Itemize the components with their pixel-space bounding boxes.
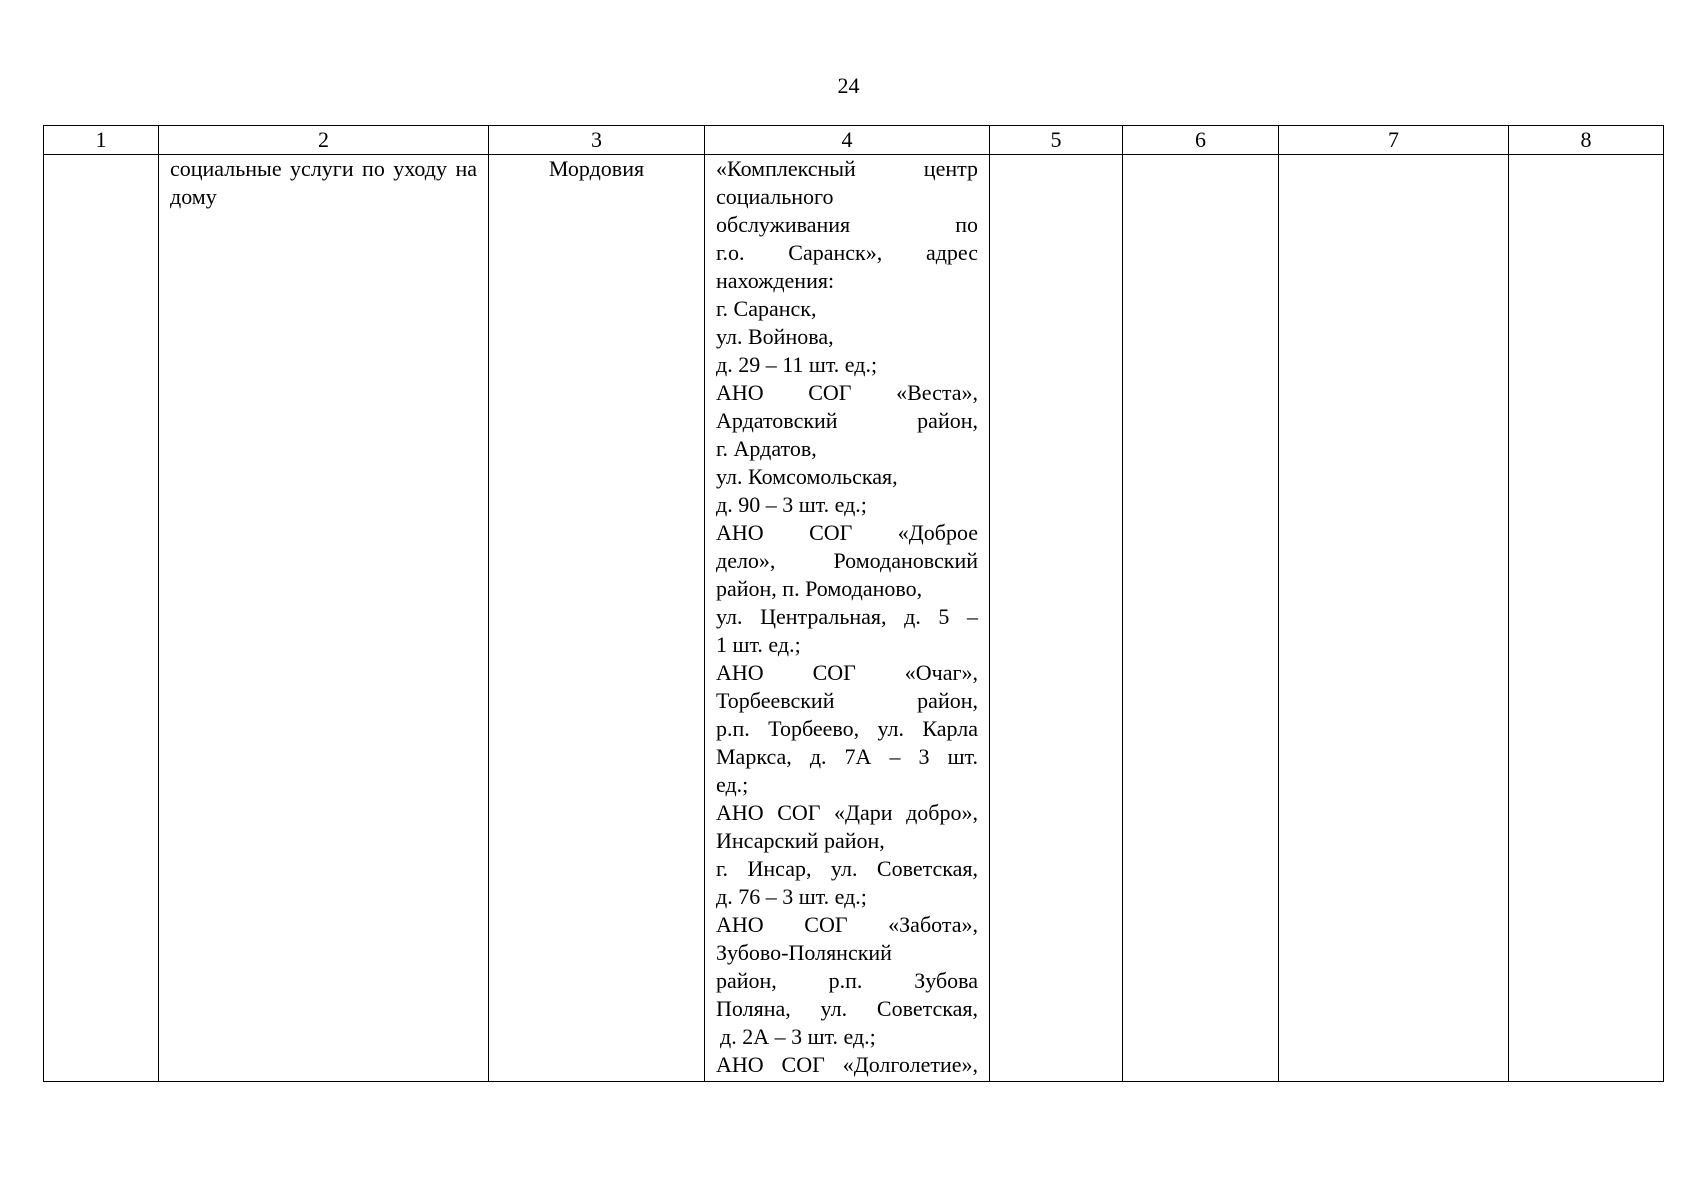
cell-region: Мордовия bbox=[489, 155, 705, 1082]
provider-line: д. 29 – 11 шт. ед.; bbox=[716, 352, 878, 377]
provider-line: г. Ардатов, bbox=[716, 436, 817, 461]
providers-list bbox=[716, 155, 978, 1079]
provider-line: д. 2А – 3 шт. ед.; bbox=[720, 1024, 876, 1049]
cell-col-5 bbox=[990, 155, 1123, 1082]
provider-line: район, р.п. Зубова bbox=[716, 968, 978, 993]
provider-line: дело», Ромодановский bbox=[716, 548, 978, 573]
provider-line: р.п. Торбеево, ул. Карла bbox=[716, 716, 978, 741]
provider-line: АНО СОГ «Долголетие», bbox=[716, 1052, 978, 1077]
header-cell-8: 8 bbox=[1509, 126, 1664, 155]
provider-line: Инсарский район, bbox=[716, 828, 885, 853]
provider-line: г.о. Саранск», адрес bbox=[716, 240, 978, 265]
cell-col-6 bbox=[1123, 155, 1279, 1082]
provider-line: д. 90 – 3 шт. ед.; bbox=[716, 492, 867, 517]
header-cell-6: 6 bbox=[1123, 126, 1279, 155]
provider-line: Торбеевский район, bbox=[716, 688, 978, 713]
provider-line: нахождения: bbox=[716, 268, 835, 293]
cell-col-7 bbox=[1279, 155, 1509, 1082]
table-row bbox=[44, 155, 1664, 1082]
provider-line: АНО СОГ «Забота», bbox=[716, 912, 978, 937]
provider-line: Поляна, ул. Советская, bbox=[716, 996, 978, 1021]
provider-line: социального bbox=[716, 184, 834, 209]
cell-col-8 bbox=[1509, 155, 1664, 1082]
provider-line: ул. Центральная, д. 5 – bbox=[716, 604, 978, 629]
provider-line: Зубово-Полянский bbox=[716, 940, 892, 965]
provider-line: АНО СОГ «Дари добро», bbox=[716, 800, 978, 825]
header-cell-4: 4 bbox=[705, 126, 990, 155]
provider-line: АНО СОГ «Веста», bbox=[716, 380, 978, 405]
table-header-row bbox=[44, 126, 1664, 155]
page-number: 24 bbox=[837, 73, 860, 98]
provider-line: г. Саранск, bbox=[716, 296, 817, 321]
provider-line: г. Инсар, ул. Советская, bbox=[716, 856, 978, 881]
header-cell-7: 7 bbox=[1279, 126, 1509, 155]
cell-service-name: социальные услуги по уходу на дому bbox=[159, 155, 489, 1082]
provider-line: ул. Комсомольская, bbox=[716, 464, 898, 489]
provider-line: АНО СОГ «Доброе bbox=[716, 520, 978, 545]
header-cell-2: 2 bbox=[159, 126, 489, 155]
document-table bbox=[43, 125, 1664, 1082]
header-cell-3: 3 bbox=[489, 126, 705, 155]
provider-line: Ардатовский район, bbox=[716, 408, 978, 433]
provider-line: Маркса, д. 7А – 3 шт. bbox=[716, 744, 978, 769]
cell-providers bbox=[705, 155, 990, 1082]
provider-line: обслуживания по bbox=[716, 212, 978, 237]
provider-line: д. 76 – 3 шт. ед.; bbox=[716, 884, 867, 909]
cell-col-1 bbox=[44, 155, 159, 1082]
provider-line: район, п. Ромоданово, bbox=[716, 576, 923, 601]
provider-line: ед.; bbox=[716, 772, 749, 797]
header-cell-1: 1 bbox=[44, 126, 159, 155]
provider-line: 1 шт. ед.; bbox=[716, 632, 801, 657]
provider-line: «Комплексный центр bbox=[716, 156, 978, 181]
provider-line: ул. Войнова, bbox=[716, 324, 834, 349]
provider-line: АНО СОГ «Очаг», bbox=[716, 660, 978, 685]
header-cell-5: 5 bbox=[990, 126, 1123, 155]
